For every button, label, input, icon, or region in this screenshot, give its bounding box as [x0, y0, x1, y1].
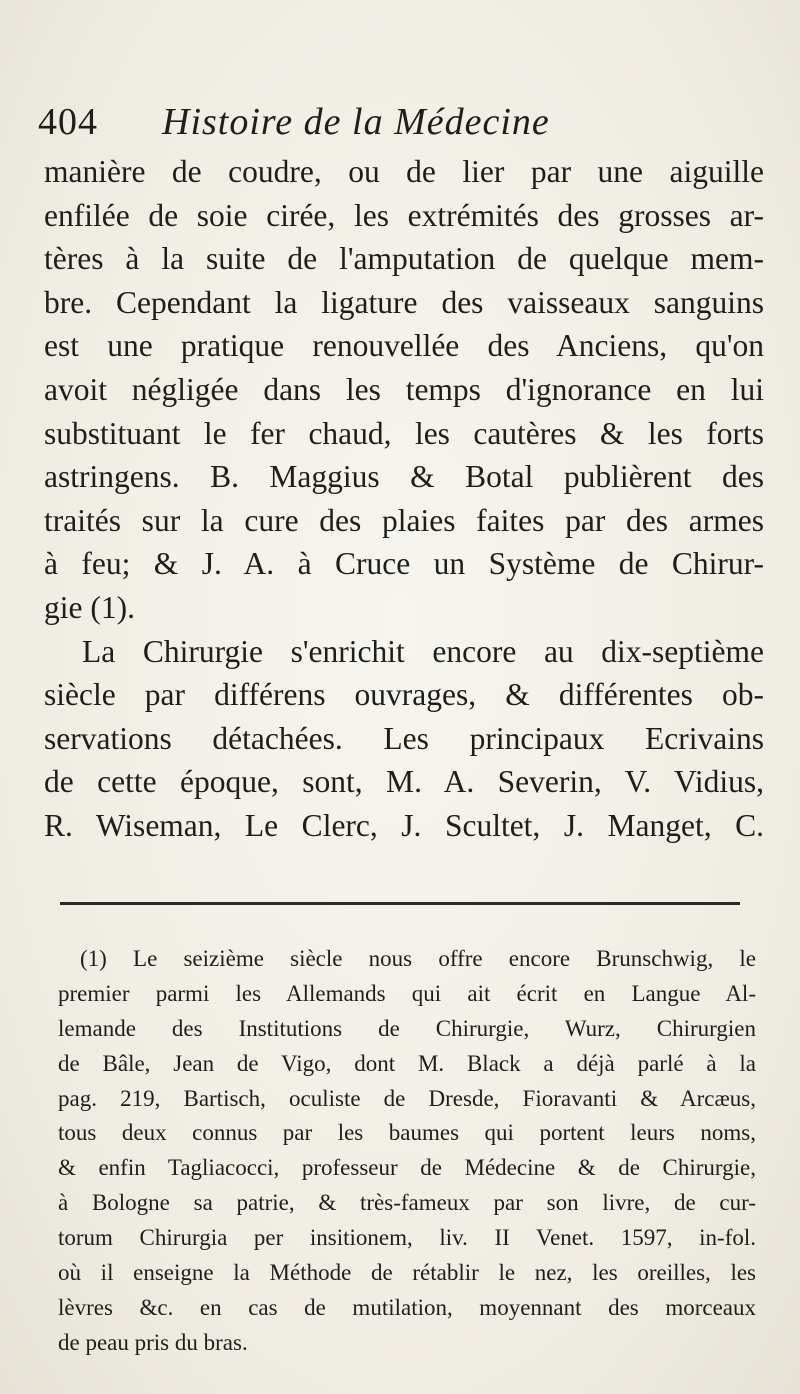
text-line: avoit négligée dans les temps d'ignorance en lui [44, 371, 764, 407]
text-line: servations détachées. Les principaux Ecrivains [44, 720, 764, 756]
text-line: astringens. B. Maggius & Botal publièrent des [44, 459, 764, 495]
text-line: manière de coudre, ou de lier par une aiguille [44, 154, 764, 189]
footnote-divider [60, 902, 740, 905]
text-line: R. Wiseman, Le Clerc, J. Scultet, J. Manget, C. [44, 807, 764, 843]
footnote-line: de peau pris du bras. [58, 1329, 248, 1355]
text-line: à feu; & J. A. à Cruce un Système de Chirur- [44, 546, 764, 582]
footnote-line: torum Chirurgia per insitionem, liv. II Venet. 1597, in-fol. [58, 1225, 756, 1251]
text-line: tères à la suite de l'amputation de quelque mem- [44, 241, 764, 277]
footnote-line: tous deux connus par les baumes qui portent leurs noms, [58, 1120, 756, 1146]
text-line: de cette époque, sont, M. A. Severin, V. Vidius, [44, 764, 764, 800]
text-line: est une pratique renouvellée des Anciens, qu'on [44, 328, 764, 364]
footnote-line: lèvres &c. en cas de mutilation, moyennant des morceaux [58, 1294, 756, 1320]
footnote-line: (1) Le seizième siècle nous offre encore Brunschwig, le [80, 946, 756, 971]
footnote-line: à Bologne sa patrie, & très-fameux par son livre, de cur- [58, 1190, 756, 1216]
footnote-line: lemande des Institutions de Chirurgie, Wurz, Chirurgien [58, 1015, 756, 1041]
footnote-line: & enfin Tagliacocci, professeur de Médecine & de Chirurgie, [58, 1155, 756, 1181]
footnote-line: premier parmi les Allemands qui ait écrit en Langue Al- [58, 980, 756, 1006]
text-line: gie (1). [44, 589, 135, 625]
footnote-line: où il enseigne la Méthode de rétablir le nez, les oreilles, les [58, 1260, 756, 1286]
text-line: siècle par différens ouvrages, & différentes ob- [44, 677, 764, 713]
text-line: La Chirurgie s'enrichit encore au dix-septième [82, 633, 764, 669]
main-text [44, 150, 764, 848]
text-line: enfilée de soie cirée, les extrémités des grosses ar- [44, 197, 764, 233]
text-line: traités sur la cure des plaies faites par des armes [44, 502, 764, 538]
text-line: substituant le fer chaud, les cautères & les forts [44, 415, 764, 451]
page-number: 404 [38, 101, 98, 143]
footnote-line: de Bâle, Jean de Vigo, dont M. Black a déjà parlé à la [58, 1050, 756, 1076]
text-line: bre. Cependant la ligature des vaisseaux sanguins [44, 284, 764, 320]
footnote-line: pag. 219, Bartisch, oculiste de Dresde, Fioravanti & Arcæus, [58, 1085, 756, 1111]
footnote [58, 942, 756, 1361]
running-title: Histoire de la Médecine [162, 101, 550, 143]
page-header [38, 92, 758, 146]
